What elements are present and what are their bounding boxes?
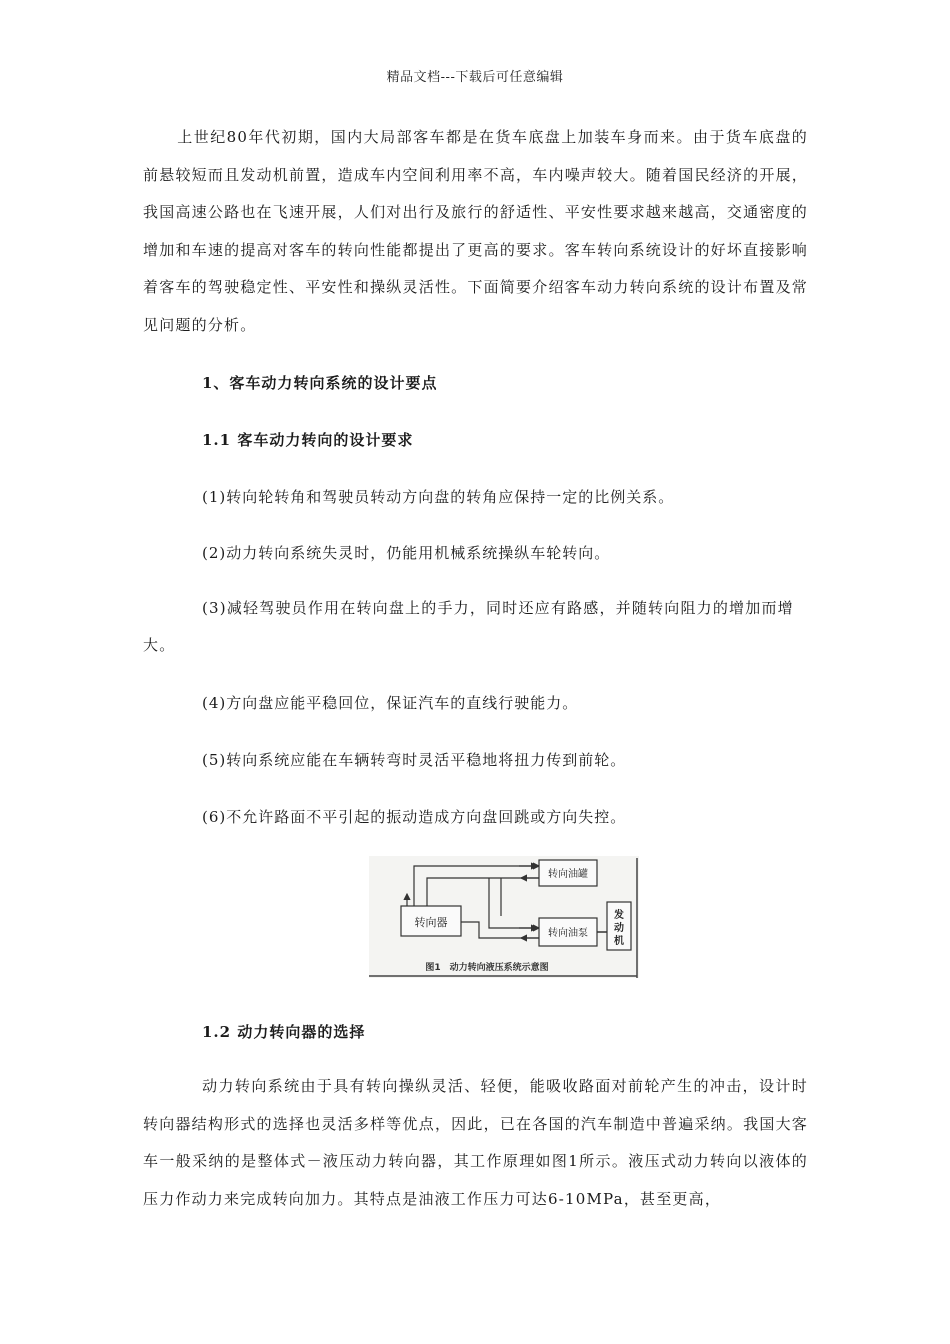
page-header: 精品文档---下载后可任意编辑 (386, 70, 564, 85)
requirement-item-3-text: (3)减轻驾驶员作用在转向盘上的手力，同时还应有路感，并随转向阻力的增加而增大。 (143, 599, 794, 654)
requirement-item-6: (6)不允许路面不平引起的振动造成方向盘回跳或方向失控。 (202, 808, 627, 826)
requirement-item-2: (2)动力转向系统失灵时，仍能用机械系统操纵车轮转向。 (202, 544, 611, 562)
intro-paragraph (143, 119, 808, 344)
section-1-1-title: 1.1 客车动力转向的设计要求 (202, 431, 414, 449)
requirement-item-5: (5)转向系统应能在车辆转弯时灵活平稳地将扭力传到前轮。 (202, 751, 627, 769)
requirement-item-3 (143, 590, 808, 664)
requirement-item-4: (4)方向盘应能平稳回位，保证汽车的直线行驶能力。 (202, 694, 579, 712)
oil-tank-label: 转向油罐 (548, 869, 588, 880)
body-paragraph-2 (143, 1068, 808, 1218)
section-1-title: 1、客车动力转向系统的设计要点 (202, 374, 438, 392)
figure-caption: 图1 动力转向液压系统示意图 (425, 963, 549, 973)
oil-pump-label: 转向油泵 (548, 928, 588, 939)
figure-1-hydraulic-diagram (369, 856, 639, 978)
intro-text: 上世纪80年代初期，国内大局部客车都是在货车底盘上加装车身而来。由于货车底盘的前悬较短而且发动机前置，造成车内空间利用率不高，车内噪声较大。随着国民经济的开展，我国高速公路也在飞速开展，人们对出行及旅行的舒适性、平安性要求越来越高，交通密度的增加和车速的提高对客车的转向性能都提出了更高的要求。客车转向系统设计的好坏直接影响着客车的驾驶稳定性、平安性和操纵灵活性。下面简要介绍客车动力转向系统的设计布置及常见问题的分析。 (143, 128, 808, 334)
engine-label-2: 动 (614, 923, 624, 934)
steering-gear-label: 转向器 (414, 916, 448, 929)
engine-label-1: 发 (614, 910, 624, 921)
body-paragraph-2-text: 动力转向系统由于具有转向操纵灵活、轻便，能吸收路面对前轮产生的冲击，设计时转向器结构形式的选择也灵活多样等优点，因此，已在各国的汽车制造中普遍采纳。我国大客车一般采纳的是整体式－液压动力转向器，其工作原理如图1所示。液压式动力转向以液体的压力作动力来完成转向加力。其特点是油液工作压力可达6-10MPa，甚至更高， (143, 1077, 808, 1208)
section-1-2-title: 1.2 动力转向器的选择 (202, 1023, 366, 1041)
engine-label-3: 机 (614, 936, 624, 947)
requirement-item-1: (1)转向轮转角和驾驶员转动方向盘的转角应保持一定的比例关系。 (202, 488, 675, 506)
